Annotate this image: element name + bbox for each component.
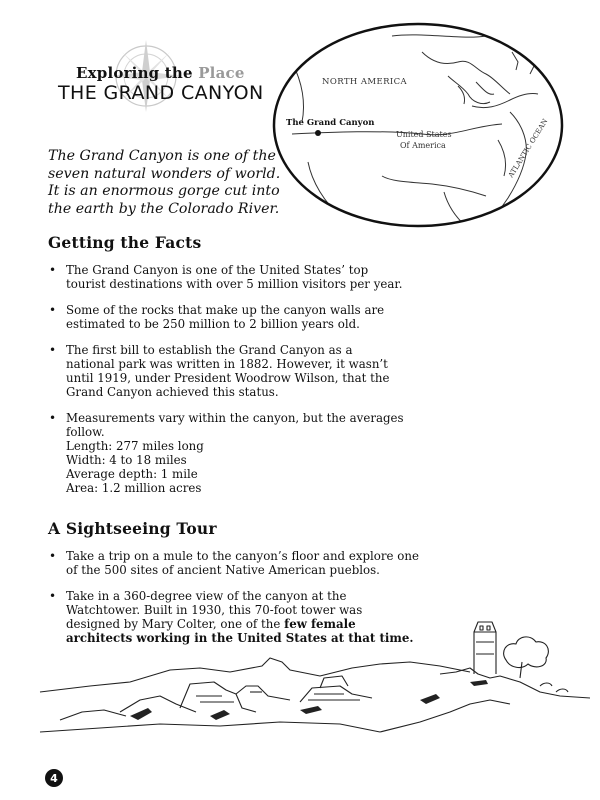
list-item bbox=[48, 411, 404, 495]
fact-text: Some of the rocks that make up the canyon walls are estimated to be 250 million to 2 billion years old. bbox=[66, 303, 385, 331]
marker-label: The Grand Canyon bbox=[286, 118, 375, 128]
measure-depth: Average depth: 1 mile bbox=[66, 467, 198, 481]
measure-area: Area: 1.2 million acres bbox=[66, 481, 202, 495]
country-line2: Of America bbox=[400, 141, 446, 150]
canyon-landscape-illustration bbox=[0, 612, 600, 760]
list-item bbox=[48, 549, 420, 577]
tour-heading: A Sightseeing Tour bbox=[48, 519, 217, 538]
country-line1: United States bbox=[396, 130, 452, 139]
list-item bbox=[48, 343, 404, 399]
tour-text: Take a trip on a mule to the canyon’s floor and explore one of the 500 sites of ancient Native American pueblos. bbox=[66, 549, 419, 577]
fact-text: Measurements vary within the canyon, but the averages follow. bbox=[66, 411, 404, 439]
measure-length: Length: 277 miles long bbox=[66, 439, 204, 453]
tour-text: Take in a 360-degree view of the canyon at the Watchtower. Built in 1930, this 70-foot tower was designed by Mary Colter, one of the bbox=[66, 589, 363, 631]
facts-list bbox=[48, 263, 404, 507]
intro-paragraph: The Grand Canyon is one of the seven natural wonders of world. It is an enormous gorge cut into the earth by the Colorado River. bbox=[48, 148, 281, 217]
list-item bbox=[48, 303, 404, 331]
kicker-accent: Place bbox=[198, 64, 245, 82]
north-america-map bbox=[272, 22, 564, 228]
section-kicker bbox=[76, 64, 245, 82]
page-number: 4 bbox=[45, 769, 63, 787]
facts-heading: Getting the Facts bbox=[48, 233, 202, 252]
kicker-main: Exploring the bbox=[76, 64, 193, 82]
ocean-label: ATLANTIC OCEAN bbox=[506, 117, 550, 180]
continent-label: NORTH AMERICA bbox=[322, 77, 408, 87]
tour-text-bold: few female architects working in the United States at that time. bbox=[66, 617, 414, 645]
list-item bbox=[48, 263, 404, 291]
fact-text: The Grand Canyon is one of the United States’ top tourist destinations with over 5 million visitors per year. bbox=[66, 263, 403, 291]
measure-width: Width: 4 to 18 miles bbox=[66, 453, 187, 467]
grand-canyon-marker bbox=[315, 130, 321, 136]
fact-text: The first bill to establish the Grand Canyon as a national park was written in 1882. However, it wasn’t until 1919, under President Woodrow Wilson, that the Grand Canyon achieved this status. bbox=[66, 343, 390, 399]
page-title: THE GRAND CANYON bbox=[58, 82, 264, 104]
